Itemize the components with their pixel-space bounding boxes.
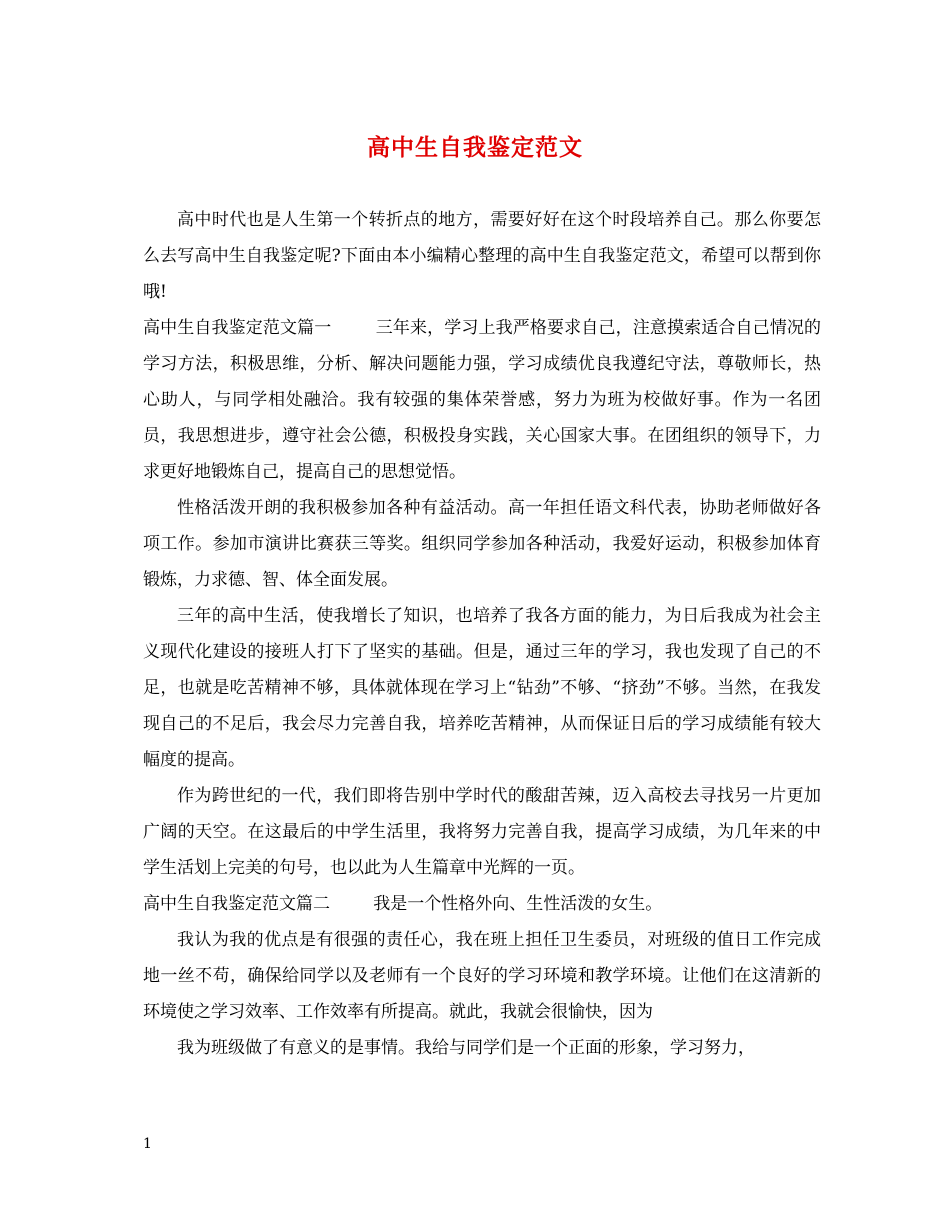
section2-first-paragraph — [143, 886, 821, 922]
section1-heading: 高中生自我鉴定范文篇一 — [143, 318, 332, 338]
heading-gap — [330, 894, 373, 914]
section1-lead: 三年来，学习上我严格要求自己，注意摸索适合自己情况的学习方法，积极思维，分析、解决问题能力强，学习成绩优良我遵纪守法，尊敬师长，热心助人，与同学相处融洽。我有较强的集体荣誉感，努力为班为校做好事。作为一名团员，我思想进步，遵守社会公德，积极投身实践，关心国家大事。在团组织的领导下，力求更好地锻炼自己，提高自己的思想觉悟。 — [143, 318, 822, 482]
section1-first-paragraph — [143, 310, 821, 490]
section2-paragraph-1: 我认为我的优点是有很强的责任心，我在班上担任卫生委员，对班级的值日工作完成地一丝不苟，确保给同学以及老师有一个良好的学习环境和教学环境。让他们在这清新的环境使之学习效率、工作效率有所提高。就此，我就会很愉快，因为 — [143, 930, 821, 1022]
page-number: 1 — [143, 1136, 152, 1152]
section1-paragraph-3: 作为跨世纪的一代，我们即将告别中学时代的酸甜苦辣，迈入高校去寻找另一片更加广阔的天空。在这最后的中学生活里，我将努力完善自我，提高学习成绩，为几年来的中学生活划上完美的句号，也以此为人生篇章中光辉的一页。 — [143, 786, 821, 878]
section1-paragraph-2: 三年的高中生活，使我增长了知识，也培养了我各方面的能力，为日后我成为社会主义现代化建设的接班人打下了坚实的基础。但是，通过三年的学习，我也发现了自己的不足，也就是吃苦精神不够，具体就体现在学习上“钻劲”不够、“挤劲”不够。当然，在我发现自己的不足后，我会尽力完善自我，培养吃苦精神，从而保证日后的学习成绩能有较大幅度的提高。 — [143, 606, 821, 770]
intro-paragraph: 高中时代也是人生第一个转折点的地方，需要好好在这个时段培养自己。那么你要怎么去写高中生自我鉴定呢?下面由本小编精心整理的高中生自我鉴定范文，希望可以帮到你哦! — [143, 210, 821, 302]
section2-heading: 高中生自我鉴定范文篇二 — [143, 894, 330, 914]
section1-paragraph-1: 性格活泼开朗的我积极参加各种有益活动。高一年担任语文科代表，协助老师做好各项工作。参加市演讲比赛获三等奖。组织同学参加各种活动，我爱好运动，积极参加体育锻炼，力求德、智、体全面发展。 — [143, 498, 821, 590]
document-body — [143, 202, 821, 1066]
document-title: 高中生自我鉴定范文 — [367, 134, 583, 161]
section2-paragraph-2: 我为班级做了有意义的是事情。我给与同学们是一个正面的形象，学习努力， — [177, 1038, 755, 1058]
section2-lead: 我是一个性格外向、生性活泼的女生。 — [373, 894, 663, 914]
heading-gap — [331, 318, 375, 338]
